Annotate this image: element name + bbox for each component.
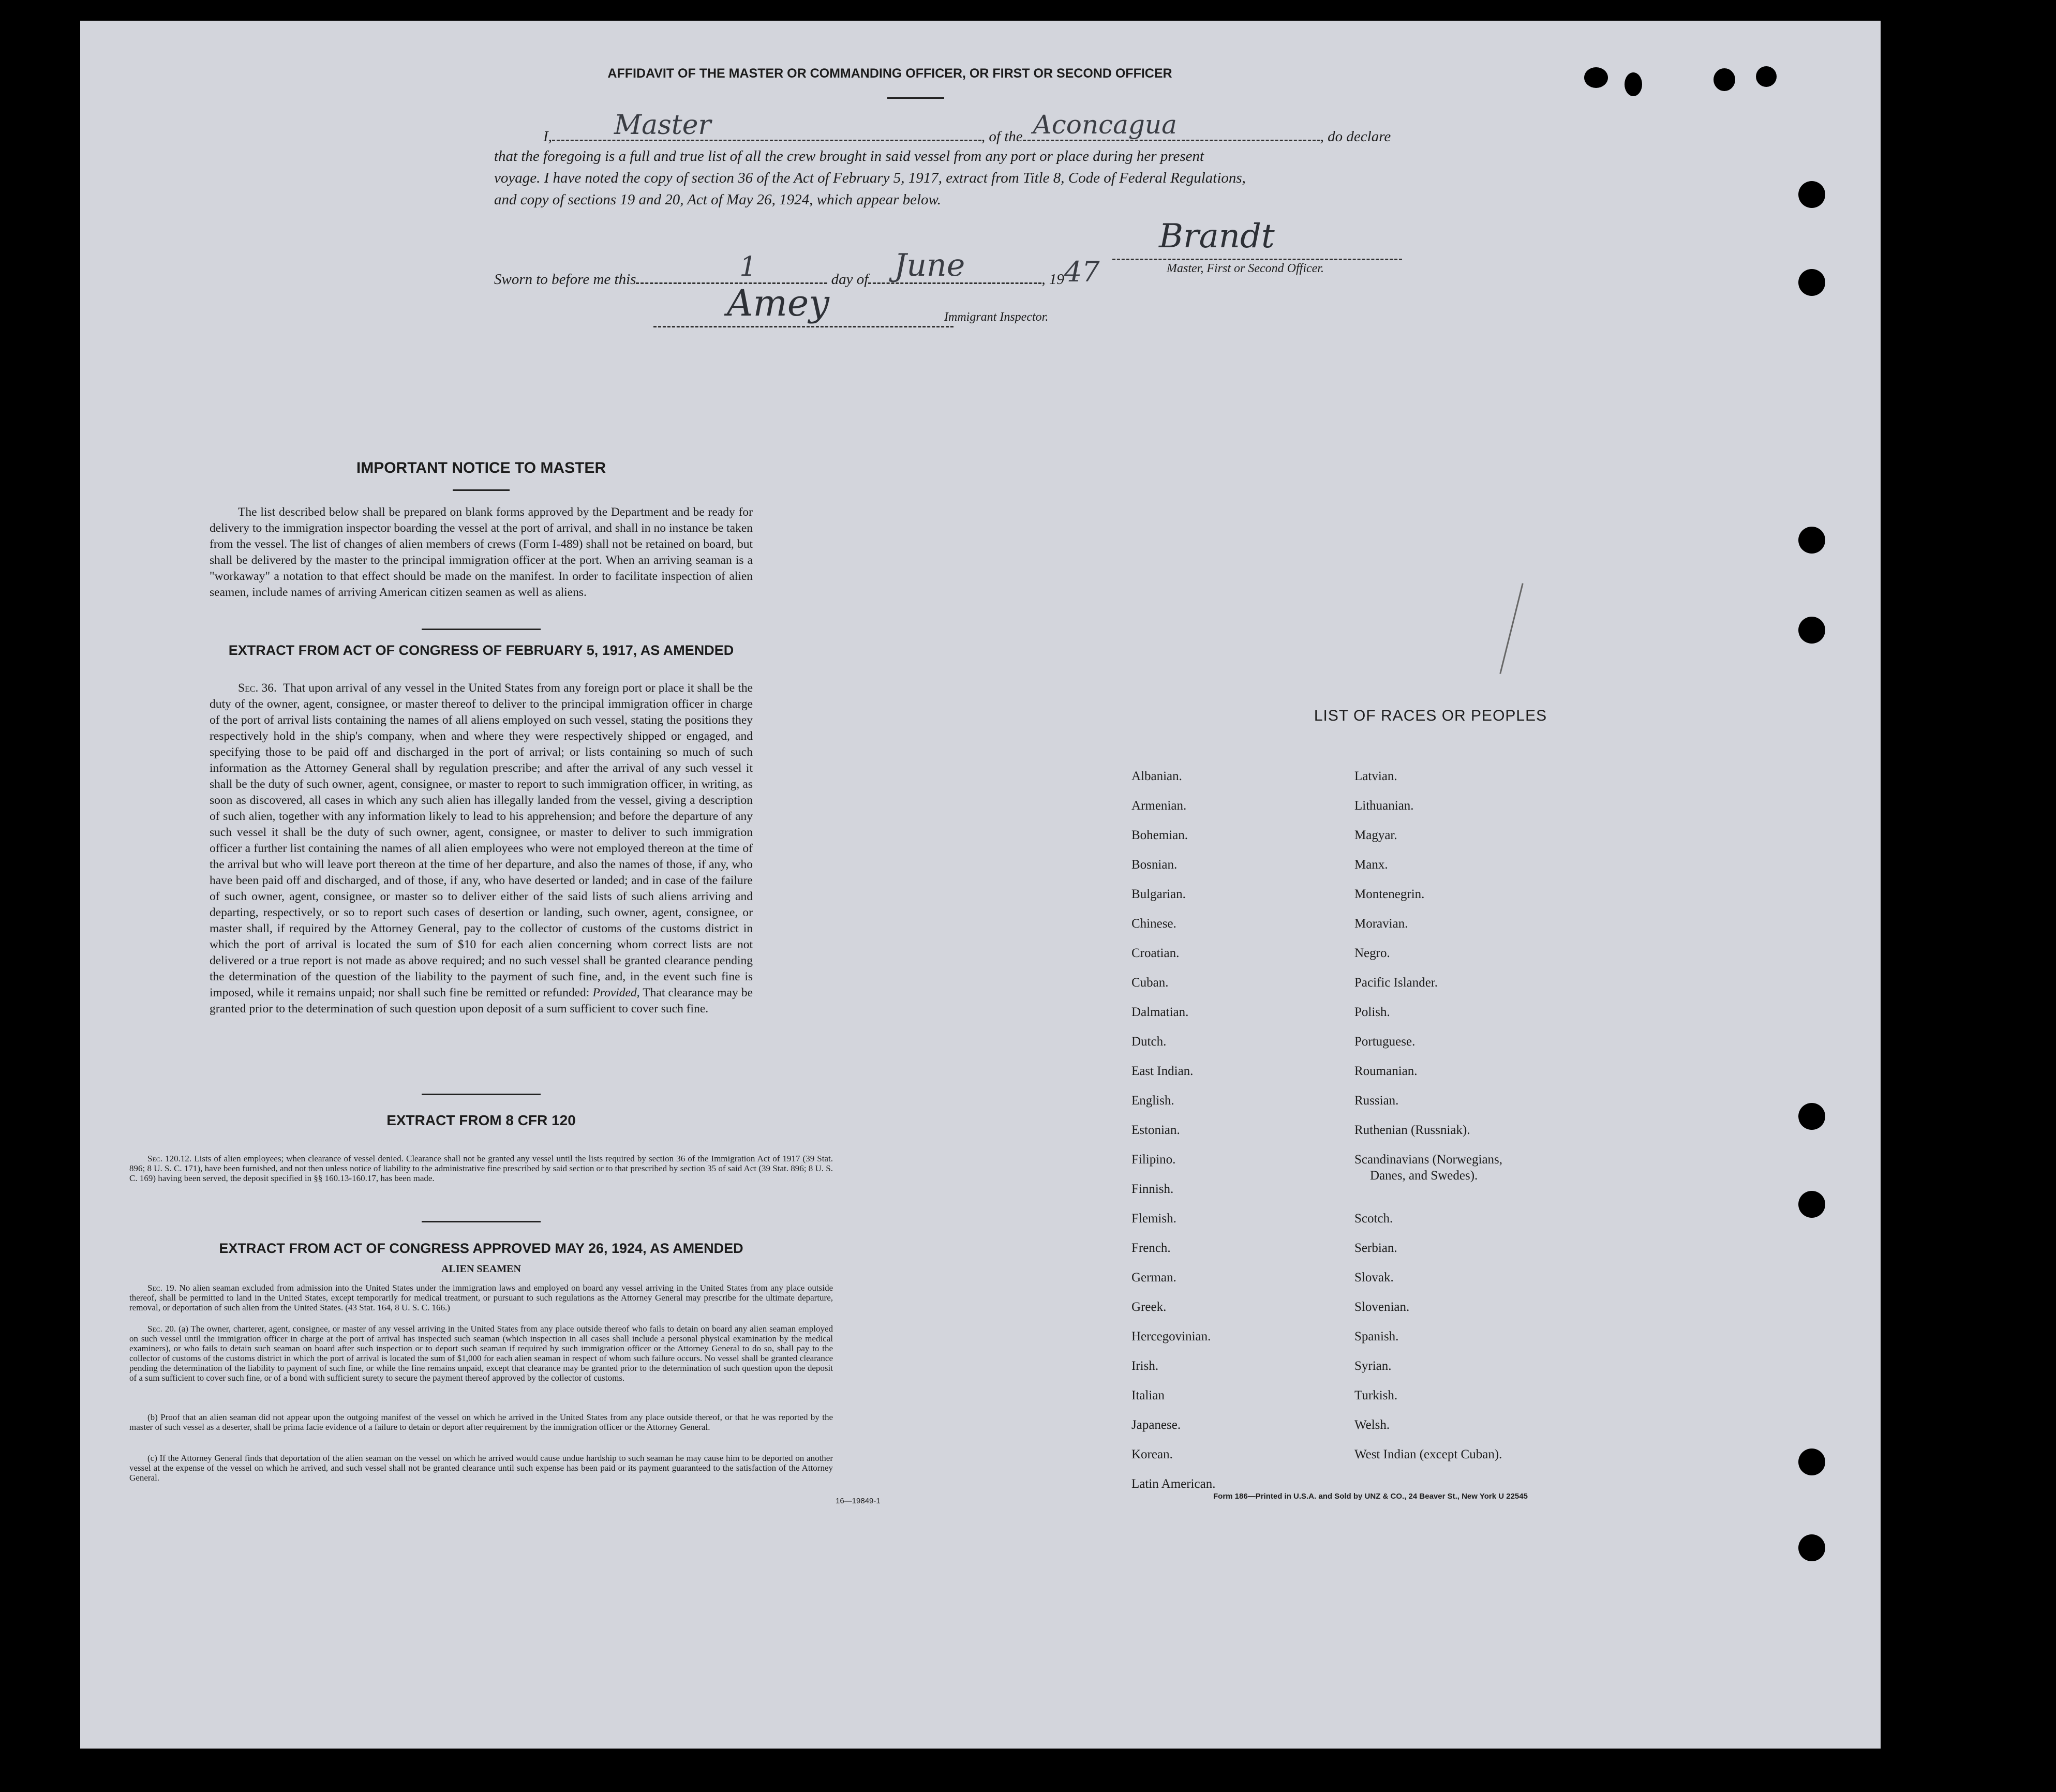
day-of-label: day of (831, 271, 869, 288)
inspector-caption: Immigrant Inspector. (944, 310, 1049, 324)
punch-hole (1798, 617, 1825, 644)
race-item: Polish. (1354, 1005, 1390, 1019)
race-item: Armenian. (1131, 799, 1187, 813)
sec-19-label: Sec. 19. (147, 1283, 176, 1293)
race-item: Pacific Islander. (1354, 976, 1438, 990)
affidavit-line-4: and copy of sections 19 and 20, Act of May 26, 1924, which appear below. (494, 191, 941, 208)
punch-hole (1798, 181, 1825, 208)
race-item: Spanish. (1354, 1330, 1399, 1343)
race-item: Chinese. (1131, 917, 1176, 931)
race-item: Welsh. (1354, 1418, 1390, 1432)
year-handwritten: 47 (1064, 256, 1100, 288)
race-item: Dalmatian. (1131, 1005, 1189, 1019)
sec-20-label: Sec. 20. (147, 1324, 176, 1334)
race-item: Slovak. (1354, 1271, 1394, 1285)
race-item: Portuguese. (1354, 1035, 1416, 1049)
torn-mark (1625, 72, 1642, 96)
race-item: Serbian. (1354, 1241, 1397, 1255)
punch-hole (1798, 269, 1825, 296)
do-declare-label: , do declare (1320, 128, 1391, 145)
vessel-name-field (1023, 110, 1320, 141)
race-item: French. (1131, 1241, 1171, 1255)
punch-hole (1798, 527, 1825, 554)
punch-hole (1798, 1103, 1825, 1130)
cfr-end-rule (422, 1221, 541, 1222)
race-item: Flemish. (1131, 1212, 1176, 1226)
sec-36-label: Sec. 36. (238, 681, 277, 695)
race-item: Bosnian. (1131, 858, 1178, 872)
sec-20a-text: (a) The owner, charterer, agent, consignee, or master of any vessel arriving in the United States from any place outside thereof who fails to detain on board any alien seaman employed on such vessel until the immigration officer in charge at the port of arrival has inspected such seaman (which inspection in all cases shall include a personal physical examination by the medical examiners), or who fails to detain such seaman on board after such inspection or to deport such seaman if required by such immigration officer or the Attorney General to do so, shall pay to the collector of customs of the customs district in which the port of arrival is located the sum of $1,000 for each alien seaman in respect of whom such failure occurs. No vessel shall be granted clearance pending the determination of the liability to payment of such fine, or while the fine remains unpaid, except that clearance may be granted prior to the determination of such question upon the deposit of a sum sufficient to cover such fine, or of a bond with sufficient surety to secure the payment thereof approved by the collector of customs. (129, 1324, 833, 1383)
race-item: Magyar. (1354, 828, 1397, 842)
cfr-text: Lists of alien employees; when clearance of vessel denied. Clearance shall not be granted any vessel until the lists required by section 36 of the Immigration Act of 1917 (39 Stat. 896; 8 U. S. C. 171), have been furnished, and not then unless notice of liability to the administrative fine prescribed by said section or to that prescribed by section 35 of said Act (39 Stat. 896; 8 U. S. C. 169) having been served, the deposit specified in §§ 160.13-160.17, has been made. (129, 1154, 833, 1183)
punch-hole (1798, 1448, 1825, 1475)
race-item: Latin American. (1131, 1477, 1216, 1491)
race-item: Negro. (1354, 946, 1390, 960)
race-item: Latvian. (1354, 769, 1397, 783)
sec-19-text: No alien seaman excluded from admission into the United States under the immigration laws and employed on board any vessel arriving in the United States from any place outside thereof, shall be permitted to land in the United States, except temporarily for medical treatment, or pursuant to such regulations as the Attorney General may prescribe for the ultimate departure, removal, or deportation of such alien from the United States. (43 Stat. 164, 8 U. S. C. 166.) (129, 1283, 833, 1312)
race-item: Cuban. (1131, 976, 1169, 990)
race-item: Korean. (1131, 1447, 1173, 1461)
race-item: Ruthenian (Russniak). (1354, 1123, 1470, 1137)
extract-1917-end-rule (422, 1094, 541, 1095)
race-item: Manx. (1354, 858, 1388, 872)
race-item: Italian (1131, 1388, 1165, 1402)
provided-label: Provided, (592, 986, 640, 999)
pencil-mark (1499, 583, 1523, 674)
race-item: Croatian. (1131, 946, 1180, 960)
alien-seamen-subheading: ALIEN SEAMEN (441, 1263, 521, 1275)
race-item: Bohemian. (1131, 828, 1188, 842)
of-the-label: , of the (981, 128, 1023, 145)
notice-heading: IMPORTANT NOTICE TO MASTER (356, 459, 606, 476)
race-item: English. (1131, 1094, 1174, 1108)
affidavit-line-2: that the foregoing is a full and true list of all the crew brought in said vessel from any port or place during her present (494, 148, 1204, 165)
races-right-column (1354, 761, 1613, 1469)
race-item: Albanian. (1131, 769, 1182, 783)
month-field (868, 247, 1041, 284)
sec-36-text: That upon arrival of any vessel in the United States from any foreign port or place it shall be the duty of the owner, agent, consignee, or master thereof to deliver to the principal immigration officer in charge of the port of arrival lists containing the names of all aliens employed on such vessel, stating the positions they respectively hold in the ship's company, when and where they were respectively shipped or engaged, and specifying those to be paid off and discharged in the port of arrival; or lists containing so much of such information as the Attorney General shall by regulation prescribe; and after the arrival of any such vessel it shall be the duty of such owner, agent, consignee, or master to report to such immigration officer, in writing, as soon as discovered, all cases in which any such alien has illegally landed from the vessel, giving a description of such alien, together with any information likely to lead to his apprehension; and before the departure of any such vessel it shall be the duty of such owner, agent, consignee, or master to deliver to such immigration officer a further list containing the names of all alien employees who were not employed thereon at the time of the arrival but who will leave port thereon at the time of her departure, and also the names of those, if any, who have been paid off and discharged, and of those, if any, who have deserted or landed; and in case of the failure of such owner, agent, consignee, or master so to deliver either of the said lists of such aliens arriving and departing, respectively, or so to report such cases of desertion or landing, such owner, agent, consignee, or master shall, if required by the Attorney General, pay to the collector of customs of the customs district in which the port of arrival is located the sum of $10 for each alien concerning whom correct lists are not delivered or a true report is not made as above required; and no such vessel shall be granted clearance pending the determination of the question of the liability to the payment of such fine, and, in the event such fine is imposed, while it remains unpaid; nor shall such fine be remitted or refunded: (210, 681, 753, 999)
race-item: Turkish. (1354, 1388, 1398, 1402)
punch-hole (1798, 1534, 1825, 1561)
sec-19-body (129, 1283, 833, 1312)
torn-mark (1714, 68, 1735, 91)
affidavit-line-1 (494, 110, 1518, 145)
affidavit-heading-rule (887, 97, 944, 99)
affidavit-heading: AFFIDAVIT OF THE MASTER OR COMMANDING OFFICER, OR FIRST OR SECOND OFFICER (607, 66, 1172, 81)
race-item: Slovenian. (1354, 1300, 1410, 1314)
race-item: Dutch. (1131, 1035, 1167, 1049)
race-item: Filipino. (1131, 1153, 1176, 1167)
master-signature: Brandt (1159, 217, 1275, 256)
sworn-prefix: Sworn to before me this (494, 271, 636, 288)
affidavit-line-3: voyage. I have noted the copy of section 36 of the Act of February 5, 1917, extract from Title 8, Code of Federal Regulations, (494, 170, 1246, 186)
cfr-body (129, 1154, 833, 1183)
extract-1917-heading: EXTRACT FROM ACT OF CONGRESS OF FEBRUARY 5, 1917, AS AMENDED (228, 643, 734, 658)
signature-caption: Master, First or Second Officer. (1167, 262, 1324, 275)
sec-20b-body: (b) Proof that an alien seaman did not appear upon the outgoing manifest of the vessel on which he arrived in the United States from any place outside thereof, or that he was reported by the master of such vessel as a deserter, shall be prima facie evidence of a failure to detain or deport after requirement by the immigration officer or the Attorney General. (129, 1412, 833, 1432)
extract-1924-heading: EXTRACT FROM ACT OF CONGRESS APPROVED MAY 26, 1924, AS AMENDED (219, 1241, 743, 1256)
race-item: Scotch. (1354, 1212, 1393, 1226)
year-prefix: , 19 (1041, 271, 1064, 288)
race-item: Japanese. (1131, 1418, 1181, 1432)
extract-1917-body (210, 680, 753, 1017)
race-item: Greek. (1131, 1300, 1167, 1314)
form-code: 16—19849-1 (836, 1497, 881, 1505)
race-item: Syrian. (1354, 1359, 1392, 1373)
race-item: Danes, and Swedes). (1370, 1169, 1478, 1183)
races-heading: LIST OF RACES OR PEOPLES (1314, 707, 1547, 724)
printer-footer: Form 186—Printed in U.S.A. and Sold by UNZ & CO., 24 Beaver St., New York U 22545 (1213, 1492, 1528, 1501)
i-prefix: I, (543, 128, 552, 145)
race-item: Russian. (1354, 1094, 1399, 1108)
day-handwritten: 1 (739, 251, 757, 282)
race-item: Lithuanian. (1354, 799, 1414, 813)
race-item: West Indian (except Cuban). (1354, 1447, 1502, 1461)
inspector-signature: Amey (727, 282, 829, 324)
notice-rule (453, 489, 510, 491)
race-item: Roumanian. (1354, 1064, 1418, 1078)
race-item: German. (1131, 1271, 1176, 1285)
cfr-heading: EXTRACT FROM 8 CFR 120 (386, 1112, 576, 1128)
notice-body (210, 504, 753, 601)
race-item: East Indian. (1131, 1064, 1194, 1078)
notice-text: The list described below shall be prepared on blank forms approved by the Department and be ready for delivery to the immigration inspector boarding the vessel at the port of arrival, and shall in no instance be taken from the vessel. The list of changes of alien members of crews (Form I-489) shall not be retained on board, but shall be delivered by the master to the principal immigration officer at the port. When an arriving seaman is a "workaway" a notation to that effect should be made on the manifest. In order to facilitate inspection of alien seamen, include names of arriving American citizen seamen as well as aliens. (210, 505, 753, 599)
torn-mark (1756, 66, 1777, 87)
vessel-handwritten: Aconcagua (1033, 110, 1177, 140)
sec-36-text-end: That clearance may be granted prior to the determination of such question upon deposit of a sum sufficient to cover such fine. (210, 986, 753, 1016)
notice-end-rule (422, 629, 541, 630)
race-item: Montenegrin. (1354, 887, 1425, 901)
sec-20a-body (129, 1324, 833, 1383)
master-handwritten: Master (614, 110, 711, 141)
race-item: Hercegovinian. (1131, 1330, 1211, 1343)
race-item: Estonian. (1131, 1123, 1180, 1137)
race-item: Scandinavians (Norwegians, (1354, 1153, 1503, 1167)
master-name-field (552, 110, 981, 141)
race-item: Moravian. (1354, 917, 1408, 931)
race-item: Irish. (1131, 1359, 1159, 1373)
month-handwritten: June (894, 247, 965, 283)
sec-20c-body: (c) If the Attorney General finds that deportation of the alien seaman on the vessel on which he arrived would cause undue hardship to such seaman he may cause him to be deported on another vessel at the expense of the vessel on which he arrived, and such vessel shall not be granted clearance until such expense has been paid or its payment guaranteed to the satisfaction of the Attorney General. (129, 1453, 833, 1483)
races-left-column (1131, 761, 1338, 1499)
race-item: Finnish. (1131, 1182, 1174, 1196)
race-item: Bulgarian. (1131, 887, 1186, 901)
torn-mark (1584, 67, 1608, 88)
document-page (80, 21, 1881, 1749)
cfr-sec-label: Sec. 120.12. (147, 1154, 192, 1163)
punch-hole (1798, 1191, 1825, 1218)
